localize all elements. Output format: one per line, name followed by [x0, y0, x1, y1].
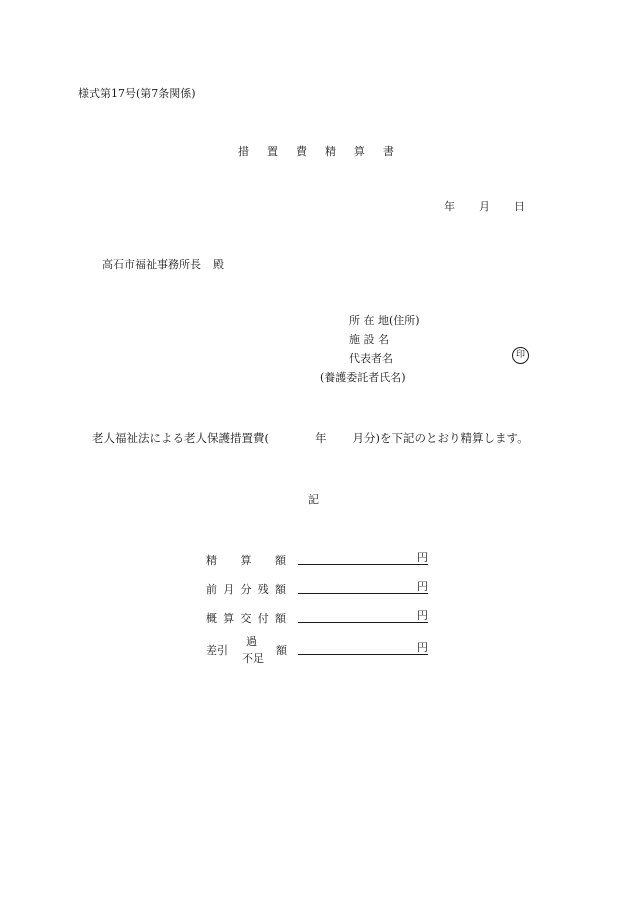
label-char: 精 [206, 554, 217, 567]
title-char: 算 [354, 145, 365, 158]
estimated-grant-field[interactable] [298, 608, 428, 623]
statement-year: 年 [315, 431, 327, 445]
date-month: 月 [479, 200, 490, 213]
title-char: 措 [238, 145, 249, 158]
guardian-label: (養護委託者氏名) [320, 371, 406, 384]
date-line [444, 198, 549, 214]
label-char: 分 [240, 583, 252, 596]
date-year: 年 [444, 200, 455, 213]
difference-label: 差引 [206, 644, 228, 657]
difference-amount-field[interactable] [298, 640, 428, 655]
label-char: 前 [206, 583, 217, 596]
title-char: 精 [325, 145, 336, 158]
title-char: 置 [267, 145, 278, 158]
label-char: 算 [240, 554, 252, 567]
document-title [238, 143, 412, 159]
yen-unit: 円 [417, 609, 428, 622]
label-char: 残 [257, 583, 269, 596]
label-char: 月 [223, 583, 235, 596]
shortfall-label: 不足 [242, 652, 264, 665]
yen-unit: 円 [417, 641, 428, 654]
previous-month-balance-label [206, 581, 286, 597]
label-char: 付 [257, 612, 269, 625]
statement-suffix: 月分)を下記のとおり精算します。 [352, 431, 529, 445]
title-char: 書 [383, 145, 394, 158]
label-char: 算 [223, 612, 235, 625]
form-number: 様式第17号(第7条関係) [78, 87, 196, 100]
ki-heading: 記 [308, 493, 319, 506]
addressee [102, 256, 224, 272]
yen-unit: 円 [417, 551, 428, 564]
label-char: 概 [206, 612, 217, 625]
addressee-name: 高石市福祉事務所長 [102, 258, 201, 271]
label-char: 額 [275, 583, 286, 596]
label-char: 交 [240, 612, 252, 625]
label-char: 額 [275, 554, 286, 567]
location-label: 所 在 地(住所) [349, 314, 420, 327]
title-char: 費 [296, 145, 307, 158]
seal-mark: 印 [512, 347, 529, 364]
previous-month-balance-field[interactable] [298, 579, 428, 594]
representative-label: 代表者名 [349, 352, 393, 365]
facility-name-label: 施 設 名 [349, 333, 389, 346]
amount-label: 額 [276, 644, 287, 657]
label-char: 額 [275, 612, 286, 625]
excess-label: 過 [246, 635, 257, 648]
date-day: 日 [514, 200, 525, 213]
addressee-honorific: 殿 [213, 258, 224, 271]
statement-prefix: 老人福祉法による老人保護措置費( [92, 431, 269, 445]
statement-text [92, 430, 529, 446]
yen-unit: 円 [417, 580, 428, 593]
estimated-grant-label [206, 610, 286, 626]
settlement-amount-field[interactable] [298, 550, 428, 565]
settlement-amount-label [206, 552, 286, 568]
